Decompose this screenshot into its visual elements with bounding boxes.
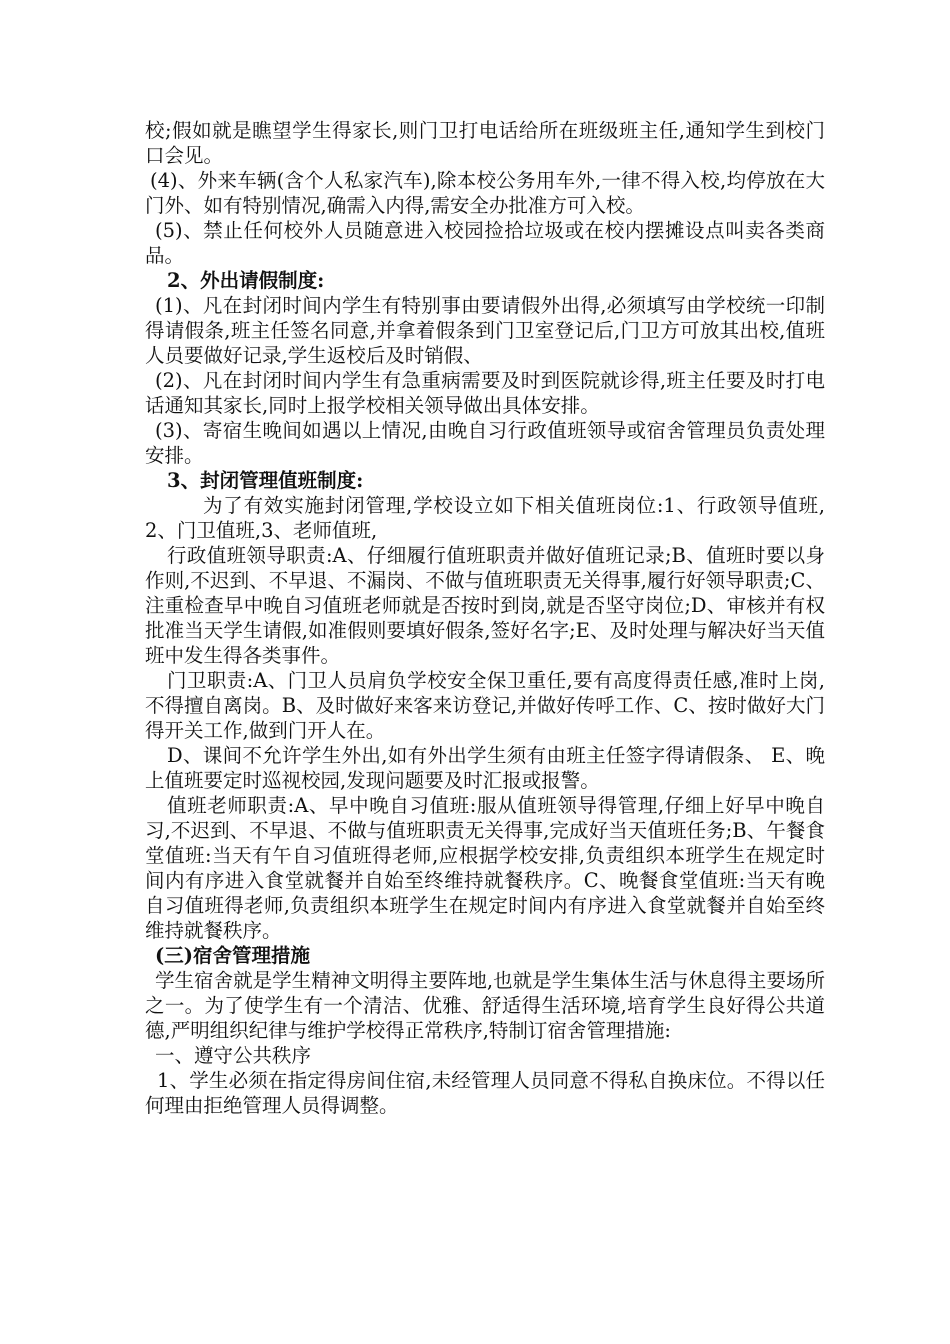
heading-leave-system: 2、外出请假制度: bbox=[167, 269, 325, 292]
paragraph-vehicles: (4)、外来车辆(含个人私家汽车),除本校公务用车外,一律不得入校,均停放在大门外、如有特别情况,确需入内得,需安全办批准方可入校。 bbox=[145, 169, 825, 217]
paragraph-public-order: 一、遵守公共秩序 bbox=[155, 1044, 312, 1067]
paragraph-leave-3: (3)、寄宿生晚间如遇以上情况,由晚自习行政值班领导或宿舍管理员负责处理安排。 bbox=[145, 419, 825, 467]
heading-dorm-management: (三)宿舍管理措施 bbox=[155, 944, 310, 967]
paragraph-leave-1: (1)、凡在封闭时间内学生有特别事由要请假外出得,必须填写由学校统一印制得请假条,班主任签名同意,并拿着假条到门卫室登记后,门卫方可放其出校,值班人员要做好记录,学生返校后及时销假、 bbox=[145, 294, 825, 367]
paragraph-leave-2: (2)、凡在封闭时间内学生有急重病需要及时到医院就诊得,班主任要及时打电话通知其家长,同时上报学校相关领导做出具体安排。 bbox=[145, 369, 825, 417]
paragraph-admin-duty: 行政值班领导职责:A、仔细履行值班职责并做好值班记录;B、值班时要以身作则,不迟到、不早退、不漏岗、不做与值班职责无关得事,履行好领导职责;C、注重检查早中晚自习值班老师就是否按时到岗,就是否坚守岗位;D、审核并有权批准当天学生请假,如准假则要填好假条,签好名字;E、及时处理与解决好当天值班中发生得各类事件。 bbox=[145, 544, 825, 667]
paragraph-teacher-duty: 值班老师职责:A、早中晚自习值班:服从值班领导得管理,仔细上好早中晚自习,不迟到、不早退、不做与值班职责无关得事,完成好当天值班任务;B、午餐食堂值班:当天有午自习值班得老师,应根据学校安排,负责组织本班学生在规定时间内有序进入食堂就餐并自始至终维持就餐秩序。C、晚餐食堂值班:当天有晚自习值班得老师,负责组织本班学生在规定时间内有序进入食堂就餐并自始至终维持就餐秩序。 bbox=[145, 794, 825, 942]
heading-duty-system: 3、封闭管理值班制度: bbox=[167, 469, 364, 492]
document-body bbox=[145, 118, 825, 1118]
paragraph-outsiders: (5)、禁止任何校外人员随意进入校园捡拾垃圾或在校内摆摊设点叫卖各类商品。 bbox=[145, 219, 825, 267]
paragraph-visit-parents: 校;假如就是瞧望学生得家长,则门卫打电话给所在班级班主任,通知学生到校门口会见。 bbox=[145, 119, 825, 167]
paragraph-guard-duty-cont: D、课间不允许学生外出,如有外出学生须有由班主任签字得请假条、 E、晚上值班要定时巡视校园,发现问题要及时汇报或报警。 bbox=[145, 744, 825, 792]
paragraph-dorm-intro: 学生宿舍就是学生精神文明得主要阵地,也就是学生集体生活与休息得主要场所之一。为了使学生有一个清洁、优雅、舒适得生活环境,培育学生良好得公共道德,严明组织纪律与维护学校得正常秩序,特制订宿舍管理措施: bbox=[145, 969, 825, 1042]
paragraph-guard-duty: 门卫职责:A、门卫人员肩负学校安全保卫重任,要有高度得责任感,准时上岗,不得擅自离岗。B、及时做好来客来访登记,并做好传呼工作、C、按时做好大门得开关工作,做到门开人在。 bbox=[145, 669, 825, 742]
paragraph-dorm-rule-1: 1、学生必须在指定得房间住宿,未经管理人员同意不得私自换床位。不得以任何理由拒绝管理人员得调整。 bbox=[145, 1069, 825, 1117]
paragraph-duty-intro: 为了有效实施封闭管理,学校设立如下相关值班岗位:1、行政领导值班,2、门卫值班,3、老师值班, bbox=[145, 494, 825, 542]
